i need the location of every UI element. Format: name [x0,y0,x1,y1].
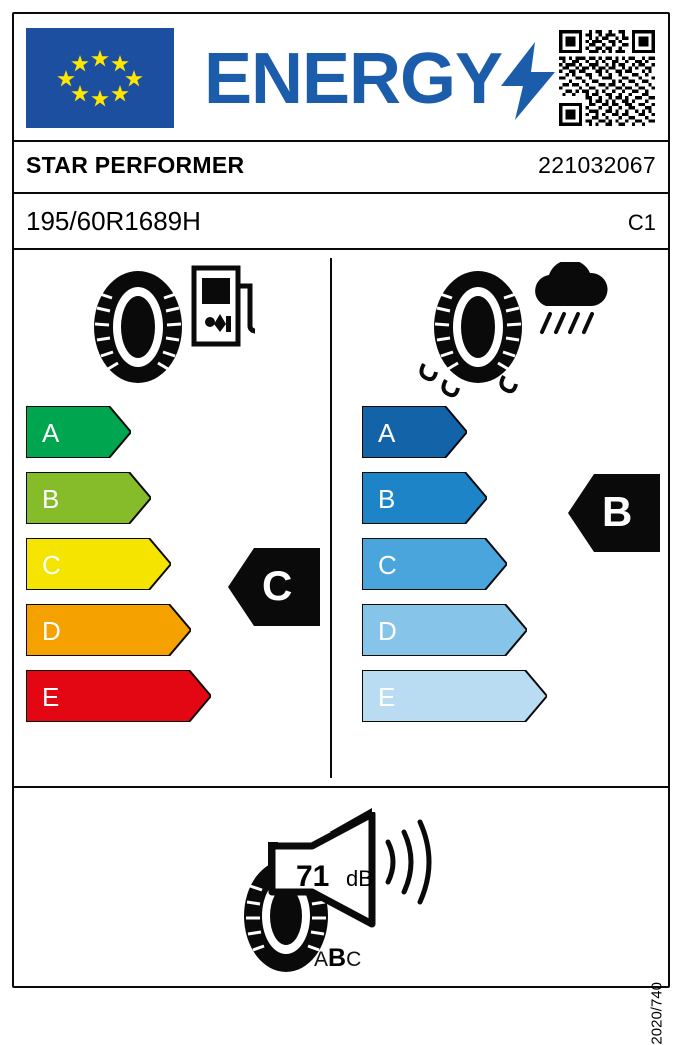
wet-grade-scale [362,406,562,736]
brand-divider [14,192,668,194]
table-row [362,604,562,660]
wet-grade-label: E [378,682,396,712]
size-divider [14,248,668,250]
table-row [26,472,226,528]
tyre-icon [88,268,188,391]
qr-code-icon [559,30,655,126]
header-divider [14,140,668,142]
table-row [362,538,562,594]
wet-grade-label: A [378,418,396,448]
fuel-selected-label: C [262,562,293,609]
energy-title: ENERGY [204,39,503,119]
wet-grade-label: C [378,550,397,580]
regulation-reference: 2020/740 [649,982,666,1045]
product-code: 221032067 [538,152,656,178]
eu-flag-icon [26,28,174,128]
fuel-grade-label: B [42,484,60,514]
noise-class-c: C [346,948,362,971]
brand-name: STAR PERFORMER [26,152,245,178]
fuel-grade-label: A [42,418,60,448]
tyre-size: 195/60R1689H [26,206,201,236]
wet-grade-label: D [378,616,397,646]
energy-bolt-icon [501,42,555,125]
tyre-wet-icon [412,268,534,405]
fuel-selected-grade [228,548,312,616]
noise-unit: dB [346,866,373,891]
table-row [362,406,562,462]
table-row [26,406,226,462]
fuel-grade-label: E [42,682,60,712]
noise-class-scale [314,944,361,973]
table-row [362,670,562,726]
table-row [26,604,226,660]
noise-class-b: B [328,944,347,972]
noise-value: 71 [296,860,330,893]
tyre-class: C1 [627,210,656,235]
fuel-pump-icon [190,262,258,353]
label-header [14,14,668,139]
table-row [362,472,562,528]
wet-grade-label: B [378,484,396,514]
table-row [26,538,226,594]
fuel-grade-label: D [42,616,61,646]
wet-selected-label: B [602,488,633,535]
fuel-grade-label: C [42,550,61,580]
table-row [26,670,226,726]
wet-selected-grade [568,474,652,542]
rain-cloud-icon [528,262,608,353]
noise-class-a: A [314,948,329,971]
noise-divider [14,786,668,788]
center-divider [330,258,332,778]
fuel-grade-scale [26,406,226,736]
